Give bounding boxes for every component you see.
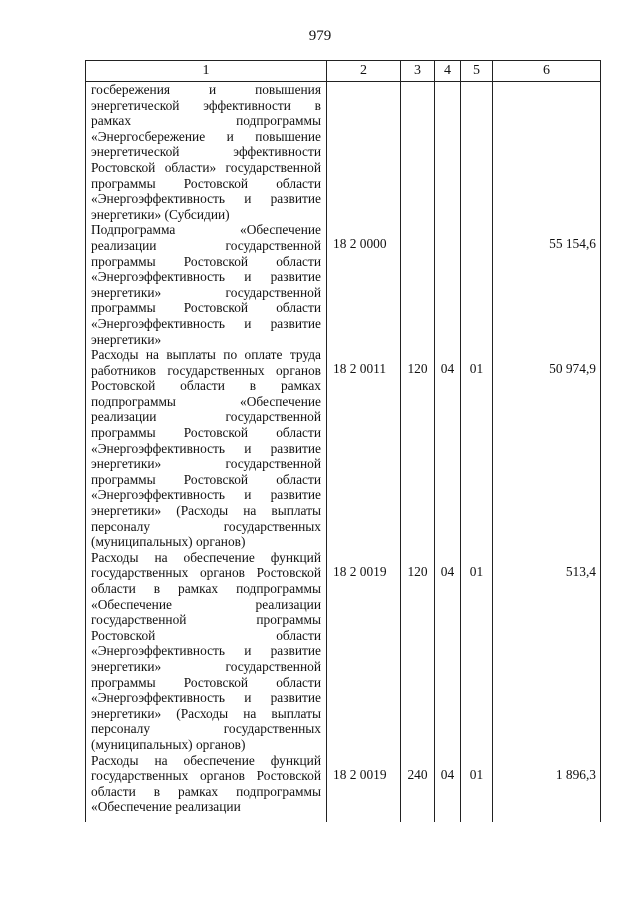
row-vr: 120 xyxy=(401,550,435,753)
row-amount: 55 154,6 xyxy=(493,222,601,347)
row-pr xyxy=(461,82,493,223)
row-rz xyxy=(435,222,461,347)
row-vr: 120 xyxy=(401,347,435,550)
row-pr: 01 xyxy=(461,753,493,823)
row-pr xyxy=(461,222,493,347)
row-rz: 04 xyxy=(435,753,461,823)
header-col-3: 3 xyxy=(401,61,435,82)
header-col-5: 5 xyxy=(461,61,493,82)
page-number: 979 xyxy=(308,28,332,44)
row-description: Расходы на обеспечение функций государственных органов Ростовской области в рамках подпрограммы «Обеспечение реализации государственной программы Ростовской области «Энергоэффективность и развитие энергетики» государственной программы Ростовской области «Энергоэффективность и развитие энергетики» (Расходы на выплаты персоналу государственных (муниципальных) органов) xyxy=(86,550,327,753)
header-col-2: 2 xyxy=(327,61,401,82)
table-row xyxy=(86,550,601,753)
row-amount: 50 974,9 xyxy=(493,347,601,550)
row-code: 18 2 0011 xyxy=(327,347,401,550)
row-rz: 04 xyxy=(435,347,461,550)
header-col-1: 1 xyxy=(86,61,327,82)
budget-table xyxy=(85,60,601,822)
row-description: Расходы на выплаты по оплате труда работников государственных органов Ростовской области в рамках подпрограммы «Обеспечение реализации государственной программы Ростовской области «Энергоэффективность и развитие энергетики» государственной программы Ростовской области «Энергоэффективность и развитие энергетики» (Расходы на выплаты персоналу государственных (муниципальных) органов) xyxy=(86,347,327,550)
row-amount: 1 896,3 xyxy=(493,753,601,823)
table-row xyxy=(86,222,601,347)
header-col-4: 4 xyxy=(435,61,461,82)
row-rz xyxy=(435,82,461,223)
row-description: Подпрограмма «Обеспечение реализации государственной программы Ростовской области «Энергоэффективность и развитие энергетики» государственной программы Ростовской области «Энергоэффективность и развитие энергетики» xyxy=(86,222,327,347)
row-vr xyxy=(401,222,435,347)
row-code xyxy=(327,82,401,223)
row-vr xyxy=(401,82,435,223)
row-description: Расходы на обеспечение функций государственных органов Ростовской области в рамках подпрограммы «Обеспечение реализации xyxy=(86,753,327,823)
row-pr: 01 xyxy=(461,550,493,753)
row-description: госбережения и повышения энергетической эффективности в рамках подпрограммы «Энергосбережение и повышение энергетической эффективности Ростовской области» государственной программы Ростовской области «Энергоэффективность и развитие энергетики» (Субсидии) xyxy=(86,82,327,223)
row-rz: 04 xyxy=(435,550,461,753)
row-pr: 01 xyxy=(461,347,493,550)
row-code: 18 2 0000 xyxy=(327,222,401,347)
header-col-6: 6 xyxy=(493,61,601,82)
table-row xyxy=(86,347,601,550)
table-row xyxy=(86,82,601,223)
row-code: 18 2 0019 xyxy=(327,550,401,753)
row-code: 18 2 0019 xyxy=(327,753,401,823)
table-row xyxy=(86,753,601,823)
row-vr: 240 xyxy=(401,753,435,823)
row-amount: 513,4 xyxy=(493,550,601,753)
row-amount xyxy=(493,82,601,223)
header-row xyxy=(86,61,601,82)
